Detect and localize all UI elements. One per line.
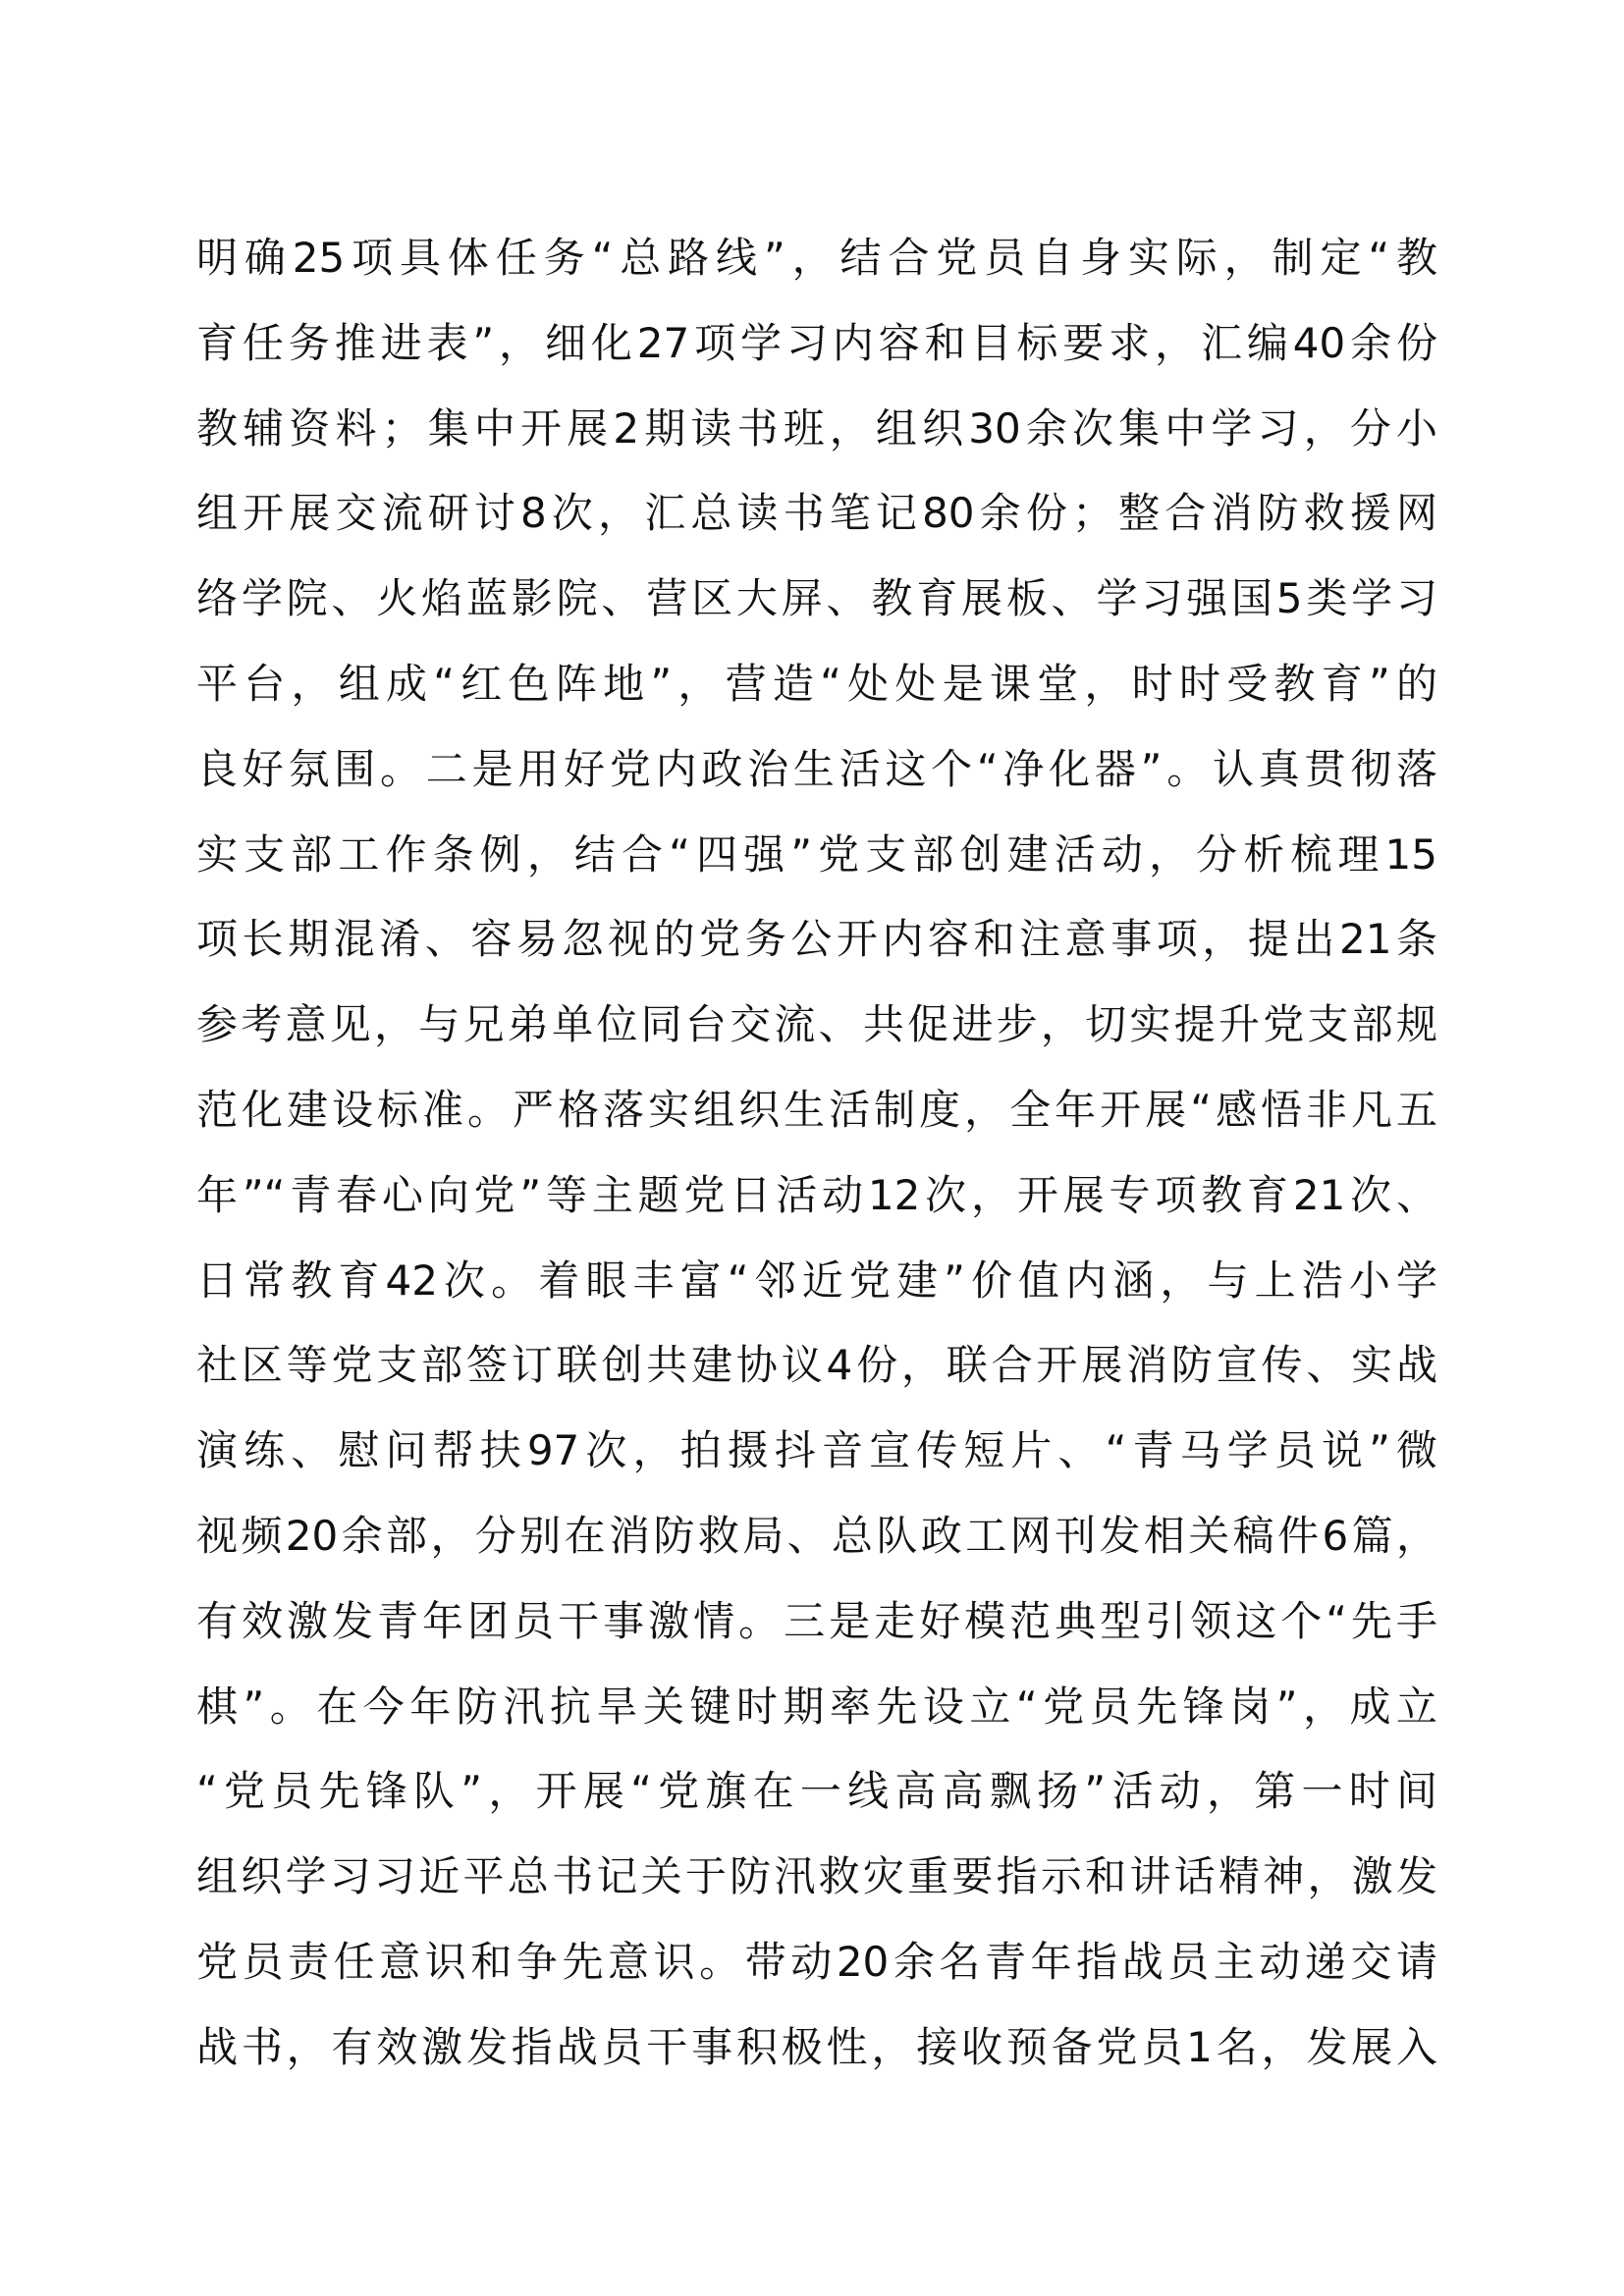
text-line: “党员先锋队”，开展“党旗在一线高高飘扬”活动，第一时间 [196, 1767, 1437, 1816]
text-line: 实支部工作条例，结合“四强”党支部创建活动，分析梳理15 [196, 829, 1437, 879]
text-line: 育任务推进表”，细化27项学习内容和目标要求，汇编40余份 [196, 318, 1437, 367]
text-line: 党员责任意识和争先意识。带动20余名青年指战员主动递交请 [196, 1937, 1437, 1986]
text-line: 日常教育42次。着眼丰富“邻近党建”价值内涵，与上浩小学 [196, 1255, 1437, 1305]
text-line: 络学院、火焰蓝影院、营区大屏、教育展板、学习强国5类学习 [196, 574, 1437, 623]
text-line: 有效激发青年团员干事激情。三是走好模范典型引领这个“先手 [196, 1596, 1437, 1645]
text-line: 组开展交流研讨8次，汇总读书笔记80余份；整合消防救援网 [196, 489, 1437, 538]
text-line: 范化建设标准。严格落实组织生活制度，全年开展“感悟非凡五 [196, 1085, 1437, 1134]
text-line: 项长期混淆、容易忽视的党务公开内容和注意事项，提出21条 [196, 915, 1437, 964]
text-line: 组织学习习近平总书记关于防汛救灾重要指示和讲话精神，激发 [196, 1852, 1437, 1901]
text-line: 演练、慰问帮扶97次，拍摄抖音宣传短片、“青马学员说”微 [196, 1426, 1437, 1475]
text-line: 平台，组成“红色阵地”，营造“处处是课堂，时时受教育”的 [196, 659, 1437, 708]
text-line: 棋”。在今年防汛抗旱关键时期率先设立“党员先锋岗”，成立 [196, 1682, 1437, 1731]
text-line: 战书，有效激发指战员干事积极性，接收预备党员1名，发展入 [196, 2022, 1437, 2071]
text-line: 参考意见，与兄弟单位同台交流、共促进步，切实提升党支部规 [196, 1000, 1437, 1049]
text-line: 年”“青春心向党”等主题党日活动12次，开展专项教育21次、 [196, 1170, 1437, 1219]
text-line: 明确25项具体任务“总路线”，结合党员自身实际，制定“教 [196, 234, 1437, 282]
body-paragraph [196, 230, 1437, 2105]
text-line: 视频20余部，分别在消防救局、总队政工网刊发相关稿件6篇， [196, 1511, 1437, 1560]
text-line: 社区等党支部签订联创共建协议4份，联合开展消防宣传、实战 [196, 1341, 1437, 1390]
text-line: 教辅资料；集中开展2期读书班，组织30余次集中学习，分小 [196, 403, 1437, 453]
text-line: 良好氛围。二是用好党内政治生活这个“净化器”。认真贯彻落 [196, 744, 1437, 793]
